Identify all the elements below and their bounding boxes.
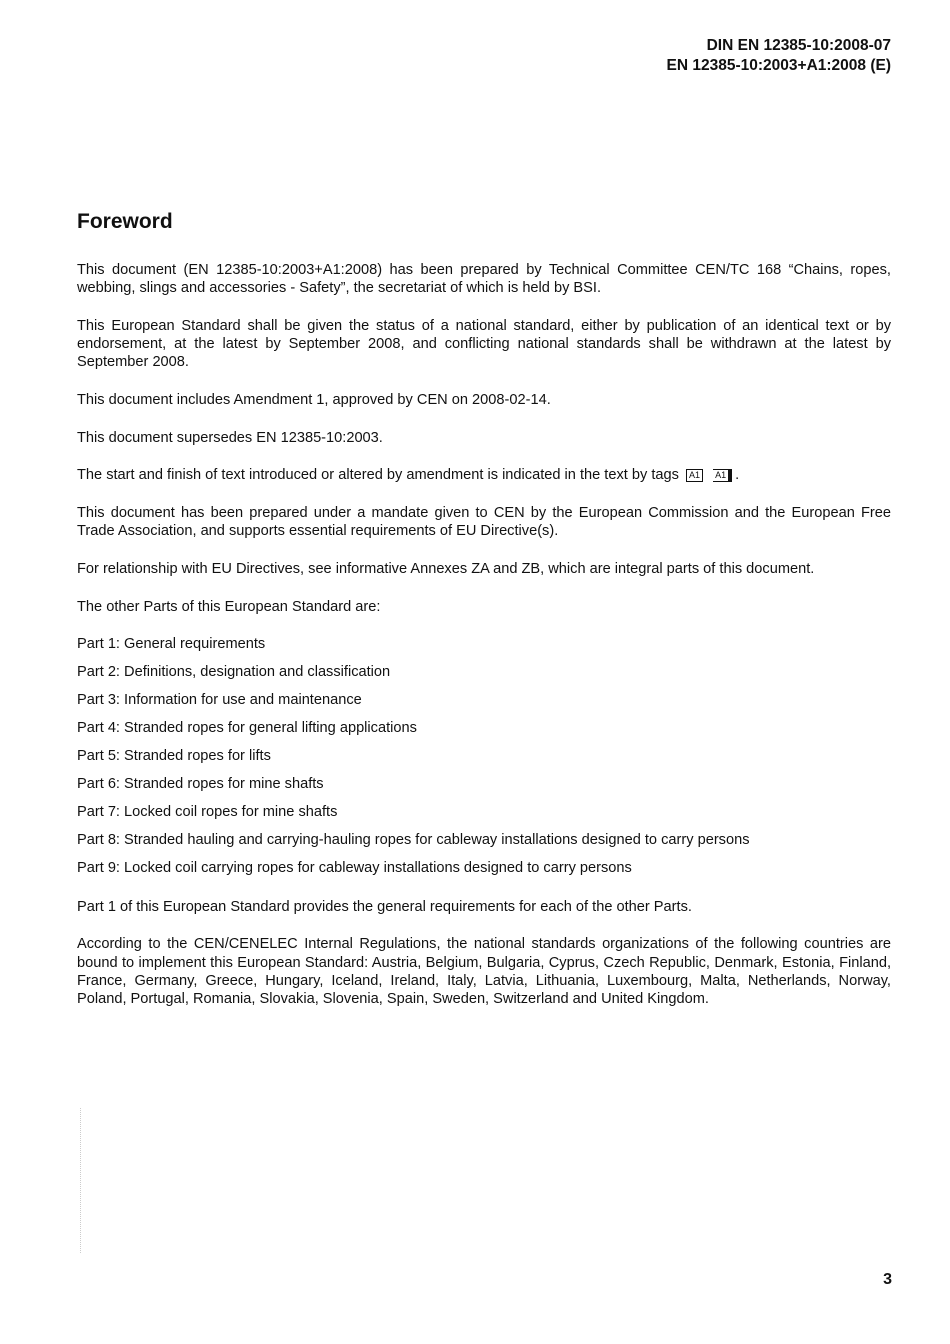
paragraph: This document (EN 12385-10:2003+A1:2008) has been prepared by Technical Committee CEN/TC 168 “Chains, ropes, webbing, slings and accessories - Safety”, the secretariat of which is held by BSI. <box>77 262 891 297</box>
period: . <box>735 467 740 484</box>
paragraph: Part 1 of this European Standard provides the general requirements for each of the other Parts. <box>77 898 692 915</box>
list-item: Part 1: General requirements <box>77 636 266 653</box>
page-title: Foreword <box>77 210 173 233</box>
paragraph-text: The start and finish of text introduced or altered by amendment is indicated in the text by tags <box>77 467 679 484</box>
amendment-end-tag-icon: A1 <box>713 469 732 482</box>
list-item: Part 3: Information for use and maintenance <box>77 692 362 709</box>
margin-watermark <box>80 1108 83 1253</box>
header-din-number: DIN EN 12385-10:2008-07 <box>706 37 891 54</box>
paragraph: According to the CEN/CENELEC Internal Regulations, the national standards organizations of the following countries are bound to implement this European Standard: Austria, Belgium, Bulgaria, Cyprus, Czech Republic, Denmark, Estonia, Finland, France, Germany, Greece, Hungary, Iceland, Ireland, Italy, Latvia, Lithuania, Luxembourg, Malta, Netherlands, Norway, Poland, Portugal, Romania, Slovakia, Slovenia, Spain, Sweden, Switzerland and United Kingdom. <box>77 936 891 1007</box>
list-item: Part 8: Stranded hauling and carrying-hauling ropes for cableway installations designed to carry persons <box>77 832 750 849</box>
amendment-start-tag-icon: A1 <box>686 469 703 482</box>
list-item: Part 5: Stranded ropes for lifts <box>77 748 271 765</box>
foreword-body <box>77 261 891 1028</box>
paragraph: This document has been prepared under a mandate given to CEN by the European Commission and the European Free Trade Association, and supports essential requirements of EU Directive(s). <box>77 505 891 540</box>
parts-list <box>77 635 891 877</box>
list-item: Part 2: Definitions, designation and classification <box>77 664 391 681</box>
list-item: Part 9: Locked coil carrying ropes for cableway installations designed to carry persons <box>77 860 632 877</box>
paragraph: This document supersedes EN 12385-10:2003. <box>77 429 383 446</box>
list-item: Part 7: Locked coil ropes for mine shafts <box>77 804 338 821</box>
paragraph: This European Standard shall be given the status of a national standard, either by publication of an identical text or by endorsement, at the latest by September 2008, and conflicting national standards shall be withdrawn at the latest by September 2008. <box>77 317 891 371</box>
paragraph: For relationship with EU Directives, see informative Annexes ZA and ZB, which are integral parts of this document. <box>77 561 815 578</box>
paragraph: The other Parts of this European Standard are: <box>77 598 381 615</box>
page-number: 3 <box>883 1271 892 1288</box>
document-header <box>667 36 891 76</box>
list-item: Part 6: Stranded ropes for mine shafts <box>77 776 324 793</box>
paragraph: This document includes Amendment 1, approved by CEN on 2008-02-14. <box>77 392 551 409</box>
header-en-number: EN 12385-10:2003+A1:2008 (E) <box>666 57 891 74</box>
list-item: Part 4: Stranded ropes for general lifting applications <box>77 720 417 737</box>
amendment-tags-paragraph <box>77 466 891 484</box>
